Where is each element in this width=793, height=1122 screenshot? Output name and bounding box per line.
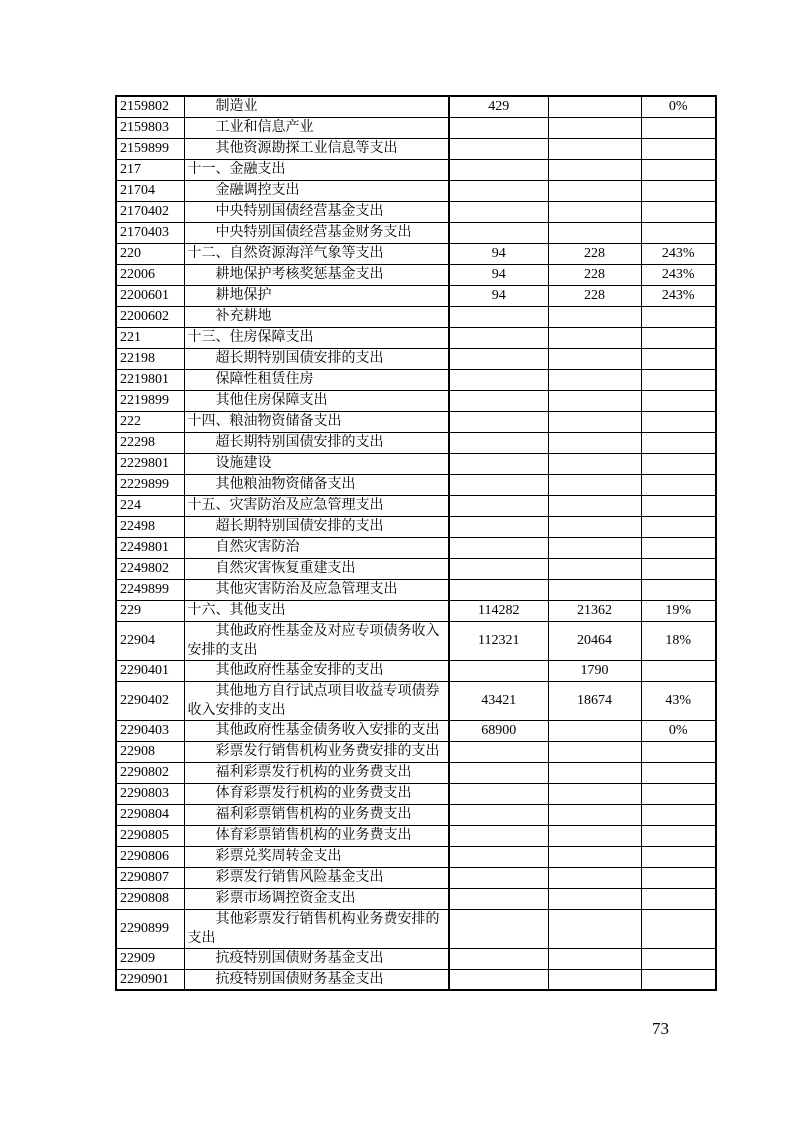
name-cell: 十五、灾害防治及应急管理支出 xyxy=(184,495,449,516)
table-row xyxy=(116,969,716,990)
name-cell: 十四、粮油物资储备支出 xyxy=(184,411,449,432)
amount1-cell xyxy=(449,369,548,390)
percent-cell xyxy=(641,159,716,180)
percent-cell xyxy=(641,327,716,348)
percent-cell xyxy=(641,846,716,867)
table-row xyxy=(116,681,716,720)
amount2-cell xyxy=(548,741,641,762)
name-cell: 制造业 xyxy=(184,96,449,117)
amount2-cell xyxy=(548,825,641,846)
percent-cell xyxy=(641,453,716,474)
amount2-cell xyxy=(548,888,641,909)
amount1-cell: 112321 xyxy=(449,621,548,660)
amount1-cell xyxy=(449,825,548,846)
name-cell: 设施建设 xyxy=(184,453,449,474)
name-cell: 耕地保护考核奖惩基金支出 xyxy=(184,264,449,285)
amount1-cell xyxy=(449,306,548,327)
amount1-cell xyxy=(449,783,548,804)
percent-cell xyxy=(641,474,716,495)
name-cell: 体育彩票发行机构的业务费支出 xyxy=(184,783,449,804)
percent-cell xyxy=(641,411,716,432)
name-cell: 其他政府性基金债务收入安排的支出 xyxy=(184,720,449,741)
percent-cell xyxy=(641,762,716,783)
table-row xyxy=(116,306,716,327)
table-row xyxy=(116,741,716,762)
table-row xyxy=(116,783,716,804)
amount2-cell xyxy=(548,222,641,243)
table-row xyxy=(116,762,716,783)
amount2-cell xyxy=(548,969,641,990)
name-cell: 金融调控支出 xyxy=(184,180,449,201)
amount2-cell xyxy=(548,579,641,600)
amount1-cell xyxy=(449,453,548,474)
amount2-cell xyxy=(548,201,641,222)
code-cell: 22198 xyxy=(116,348,184,369)
percent-cell xyxy=(641,537,716,558)
amount1-cell xyxy=(449,474,548,495)
code-cell: 2249802 xyxy=(116,558,184,579)
amount1-cell xyxy=(449,348,548,369)
amount1-cell xyxy=(449,159,548,180)
table-row xyxy=(116,621,716,660)
name-cell: 彩票兑奖周转金支出 xyxy=(184,846,449,867)
code-cell: 2290401 xyxy=(116,660,184,681)
code-cell: 2290806 xyxy=(116,846,184,867)
code-cell: 2290403 xyxy=(116,720,184,741)
amount2-cell xyxy=(548,432,641,453)
budget-table xyxy=(115,95,717,991)
percent-cell xyxy=(641,348,716,369)
name-cell: 超长期特别国债安排的支出 xyxy=(184,432,449,453)
code-cell: 2200601 xyxy=(116,285,184,306)
name-cell: 其他政府性基金及对应专项债务收入安排的支出 xyxy=(184,621,449,660)
amount2-cell xyxy=(548,846,641,867)
code-cell: 2290402 xyxy=(116,681,184,720)
amount2-cell xyxy=(548,117,641,138)
table-row xyxy=(116,804,716,825)
code-cell: 220 xyxy=(116,243,184,264)
amount1-cell xyxy=(449,948,548,969)
amount2-cell xyxy=(548,474,641,495)
table-row xyxy=(116,558,716,579)
amount1-cell xyxy=(449,867,548,888)
name-cell: 彩票发行销售机构业务费安排的支出 xyxy=(184,741,449,762)
percent-cell xyxy=(641,516,716,537)
percent-cell xyxy=(641,180,716,201)
amount1-cell: 94 xyxy=(449,243,548,264)
percent-cell: 243% xyxy=(641,243,716,264)
code-cell: 2249899 xyxy=(116,579,184,600)
amount2-cell xyxy=(548,762,641,783)
amount2-cell xyxy=(548,495,641,516)
amount1-cell: 68900 xyxy=(449,720,548,741)
percent-cell: 243% xyxy=(641,264,716,285)
amount1-cell xyxy=(449,201,548,222)
amount2-cell xyxy=(548,720,641,741)
amount2-cell xyxy=(548,909,641,948)
name-cell: 抗疫特别国债财务基金支出 xyxy=(184,948,449,969)
code-cell: 2159899 xyxy=(116,138,184,159)
amount1-cell xyxy=(449,495,548,516)
percent-cell xyxy=(641,660,716,681)
amount1-cell xyxy=(449,411,548,432)
amount1-cell xyxy=(449,537,548,558)
amount1-cell xyxy=(449,846,548,867)
name-cell: 抗疫特别国债财务基金支出 xyxy=(184,969,449,990)
name-cell: 其他粮油物资储备支出 xyxy=(184,474,449,495)
code-cell: 221 xyxy=(116,327,184,348)
code-cell: 2159803 xyxy=(116,117,184,138)
name-cell: 超长期特别国债安排的支出 xyxy=(184,516,449,537)
table-row xyxy=(116,180,716,201)
code-cell: 2170403 xyxy=(116,222,184,243)
table-row xyxy=(116,411,716,432)
table-row xyxy=(116,825,716,846)
code-cell: 22904 xyxy=(116,621,184,660)
percent-cell xyxy=(641,969,716,990)
name-cell: 十三、住房保障支出 xyxy=(184,327,449,348)
amount2-cell: 228 xyxy=(548,285,641,306)
name-cell: 彩票发行销售风险基金支出 xyxy=(184,867,449,888)
code-cell: 2229801 xyxy=(116,453,184,474)
table-row xyxy=(116,579,716,600)
code-cell: 2200602 xyxy=(116,306,184,327)
amount2-cell xyxy=(548,390,641,411)
table-row xyxy=(116,474,716,495)
percent-cell xyxy=(641,579,716,600)
amount1-cell xyxy=(449,327,548,348)
percent-cell xyxy=(641,825,716,846)
amount1-cell: 94 xyxy=(449,285,548,306)
amount1-cell: 94 xyxy=(449,264,548,285)
amount1-cell xyxy=(449,390,548,411)
amount2-cell xyxy=(548,537,641,558)
table-row xyxy=(116,390,716,411)
table-row xyxy=(116,222,716,243)
amount1-cell xyxy=(449,516,548,537)
table-row xyxy=(116,285,716,306)
percent-cell: 0% xyxy=(641,720,716,741)
percent-cell xyxy=(641,888,716,909)
amount1-cell: 43421 xyxy=(449,681,548,720)
amount2-cell xyxy=(548,867,641,888)
percent-cell xyxy=(641,117,716,138)
name-cell: 中央特别国债经营基金支出 xyxy=(184,201,449,222)
amount2-cell xyxy=(548,138,641,159)
amount1-cell xyxy=(449,762,548,783)
name-cell: 保障性租赁住房 xyxy=(184,369,449,390)
amount1-cell xyxy=(449,117,548,138)
amount1-cell xyxy=(449,804,548,825)
name-cell: 自然灾害防治 xyxy=(184,537,449,558)
amount2-cell xyxy=(548,180,641,201)
name-cell: 耕地保护 xyxy=(184,285,449,306)
amount2-cell xyxy=(548,558,641,579)
name-cell: 中央特别国债经营基金财务支出 xyxy=(184,222,449,243)
name-cell: 彩票市场调控资金支出 xyxy=(184,888,449,909)
percent-cell xyxy=(641,432,716,453)
code-cell: 2290901 xyxy=(116,969,184,990)
budget-table-body xyxy=(116,96,716,990)
table-row xyxy=(116,327,716,348)
name-cell: 超长期特别国债安排的支出 xyxy=(184,348,449,369)
amount2-cell xyxy=(548,783,641,804)
table-row xyxy=(116,243,716,264)
name-cell: 福利彩票销售机构的业务费支出 xyxy=(184,804,449,825)
name-cell: 工业和信息产业 xyxy=(184,117,449,138)
amount1-cell xyxy=(449,660,548,681)
table-row xyxy=(116,369,716,390)
amount1-cell xyxy=(449,579,548,600)
code-cell: 22909 xyxy=(116,948,184,969)
table-row xyxy=(116,201,716,222)
amount2-cell xyxy=(548,453,641,474)
amount2-cell: 20464 xyxy=(548,621,641,660)
name-cell: 体育彩票销售机构的业务费支出 xyxy=(184,825,449,846)
code-cell: 21704 xyxy=(116,180,184,201)
percent-cell xyxy=(641,948,716,969)
percent-cell xyxy=(641,783,716,804)
percent-cell: 243% xyxy=(641,285,716,306)
table-row xyxy=(116,537,716,558)
name-cell: 其他资源勘探工业信息等支出 xyxy=(184,138,449,159)
amount2-cell xyxy=(548,306,641,327)
percent-cell: 0% xyxy=(641,96,716,117)
name-cell: 其他地方自行试点项目收益专项债券收入安排的支出 xyxy=(184,681,449,720)
code-cell: 2290804 xyxy=(116,804,184,825)
amount1-cell xyxy=(449,558,548,579)
amount1-cell: 429 xyxy=(449,96,548,117)
name-cell: 福利彩票发行机构的业务费支出 xyxy=(184,762,449,783)
code-cell: 217 xyxy=(116,159,184,180)
table-row xyxy=(116,948,716,969)
code-cell: 2290803 xyxy=(116,783,184,804)
amount1-cell xyxy=(449,741,548,762)
percent-cell xyxy=(641,741,716,762)
name-cell: 十二、自然资源海洋气象等支出 xyxy=(184,243,449,264)
code-cell: 2290805 xyxy=(116,825,184,846)
amount2-cell xyxy=(548,159,641,180)
name-cell: 其他彩票发行销售机构业务费安排的支出 xyxy=(184,909,449,948)
table-row xyxy=(116,909,716,948)
amount1-cell xyxy=(449,909,548,948)
table-row xyxy=(116,495,716,516)
code-cell: 229 xyxy=(116,600,184,621)
percent-cell xyxy=(641,390,716,411)
name-cell: 其他政府性基金安排的支出 xyxy=(184,660,449,681)
code-cell: 22908 xyxy=(116,741,184,762)
table-row xyxy=(116,846,716,867)
amount1-cell xyxy=(449,432,548,453)
percent-cell xyxy=(641,558,716,579)
percent-cell: 18% xyxy=(641,621,716,660)
code-cell: 2219899 xyxy=(116,390,184,411)
name-cell: 补充耕地 xyxy=(184,306,449,327)
code-cell: 2170402 xyxy=(116,201,184,222)
amount2-cell xyxy=(548,804,641,825)
page-number: 73 xyxy=(652,1019,669,1038)
percent-cell xyxy=(641,138,716,159)
table-row xyxy=(116,348,716,369)
code-cell: 2290808 xyxy=(116,888,184,909)
amount1-cell xyxy=(449,969,548,990)
percent-cell xyxy=(641,495,716,516)
amount2-cell: 21362 xyxy=(548,600,641,621)
table-row xyxy=(116,117,716,138)
code-cell: 2229899 xyxy=(116,474,184,495)
percent-cell xyxy=(641,804,716,825)
code-cell: 2290899 xyxy=(116,909,184,948)
amount1-cell xyxy=(449,222,548,243)
amount2-cell: 228 xyxy=(548,264,641,285)
code-cell: 2219801 xyxy=(116,369,184,390)
amount2-cell xyxy=(548,327,641,348)
name-cell: 自然灾害恢复重建支出 xyxy=(184,558,449,579)
table-row xyxy=(116,453,716,474)
amount2-cell xyxy=(548,348,641,369)
percent-cell xyxy=(641,201,716,222)
code-cell: 2290807 xyxy=(116,867,184,888)
table-row xyxy=(116,720,716,741)
table-row xyxy=(116,264,716,285)
code-cell: 2159802 xyxy=(116,96,184,117)
amount2-cell xyxy=(548,516,641,537)
percent-cell xyxy=(641,369,716,390)
amount1-cell: 114282 xyxy=(449,600,548,621)
name-cell: 其他灾害防治及应急管理支出 xyxy=(184,579,449,600)
amount2-cell: 228 xyxy=(548,243,641,264)
percent-cell xyxy=(641,306,716,327)
table-row xyxy=(116,516,716,537)
amount2-cell xyxy=(548,948,641,969)
percent-cell: 19% xyxy=(641,600,716,621)
code-cell: 22498 xyxy=(116,516,184,537)
table-row xyxy=(116,600,716,621)
code-cell: 2290802 xyxy=(116,762,184,783)
table-row xyxy=(116,159,716,180)
code-cell: 222 xyxy=(116,411,184,432)
amount2-cell: 18674 xyxy=(548,681,641,720)
name-cell: 十一、金融支出 xyxy=(184,159,449,180)
percent-cell: 43% xyxy=(641,681,716,720)
percent-cell xyxy=(641,222,716,243)
name-cell: 十六、其他支出 xyxy=(184,600,449,621)
table-row xyxy=(116,432,716,453)
table-row xyxy=(116,888,716,909)
amount2-cell xyxy=(548,96,641,117)
table-row xyxy=(116,138,716,159)
code-cell: 22006 xyxy=(116,264,184,285)
table-row xyxy=(116,867,716,888)
code-cell: 22298 xyxy=(116,432,184,453)
amount1-cell xyxy=(449,138,548,159)
amount1-cell xyxy=(449,888,548,909)
amount2-cell xyxy=(548,369,641,390)
amount2-cell xyxy=(548,411,641,432)
code-cell: 224 xyxy=(116,495,184,516)
name-cell: 其他住房保障支出 xyxy=(184,390,449,411)
percent-cell xyxy=(641,909,716,948)
amount1-cell xyxy=(449,180,548,201)
percent-cell xyxy=(641,867,716,888)
code-cell: 2249801 xyxy=(116,537,184,558)
amount2-cell: 1790 xyxy=(548,660,641,681)
table-row xyxy=(116,96,716,117)
table-row xyxy=(116,660,716,681)
